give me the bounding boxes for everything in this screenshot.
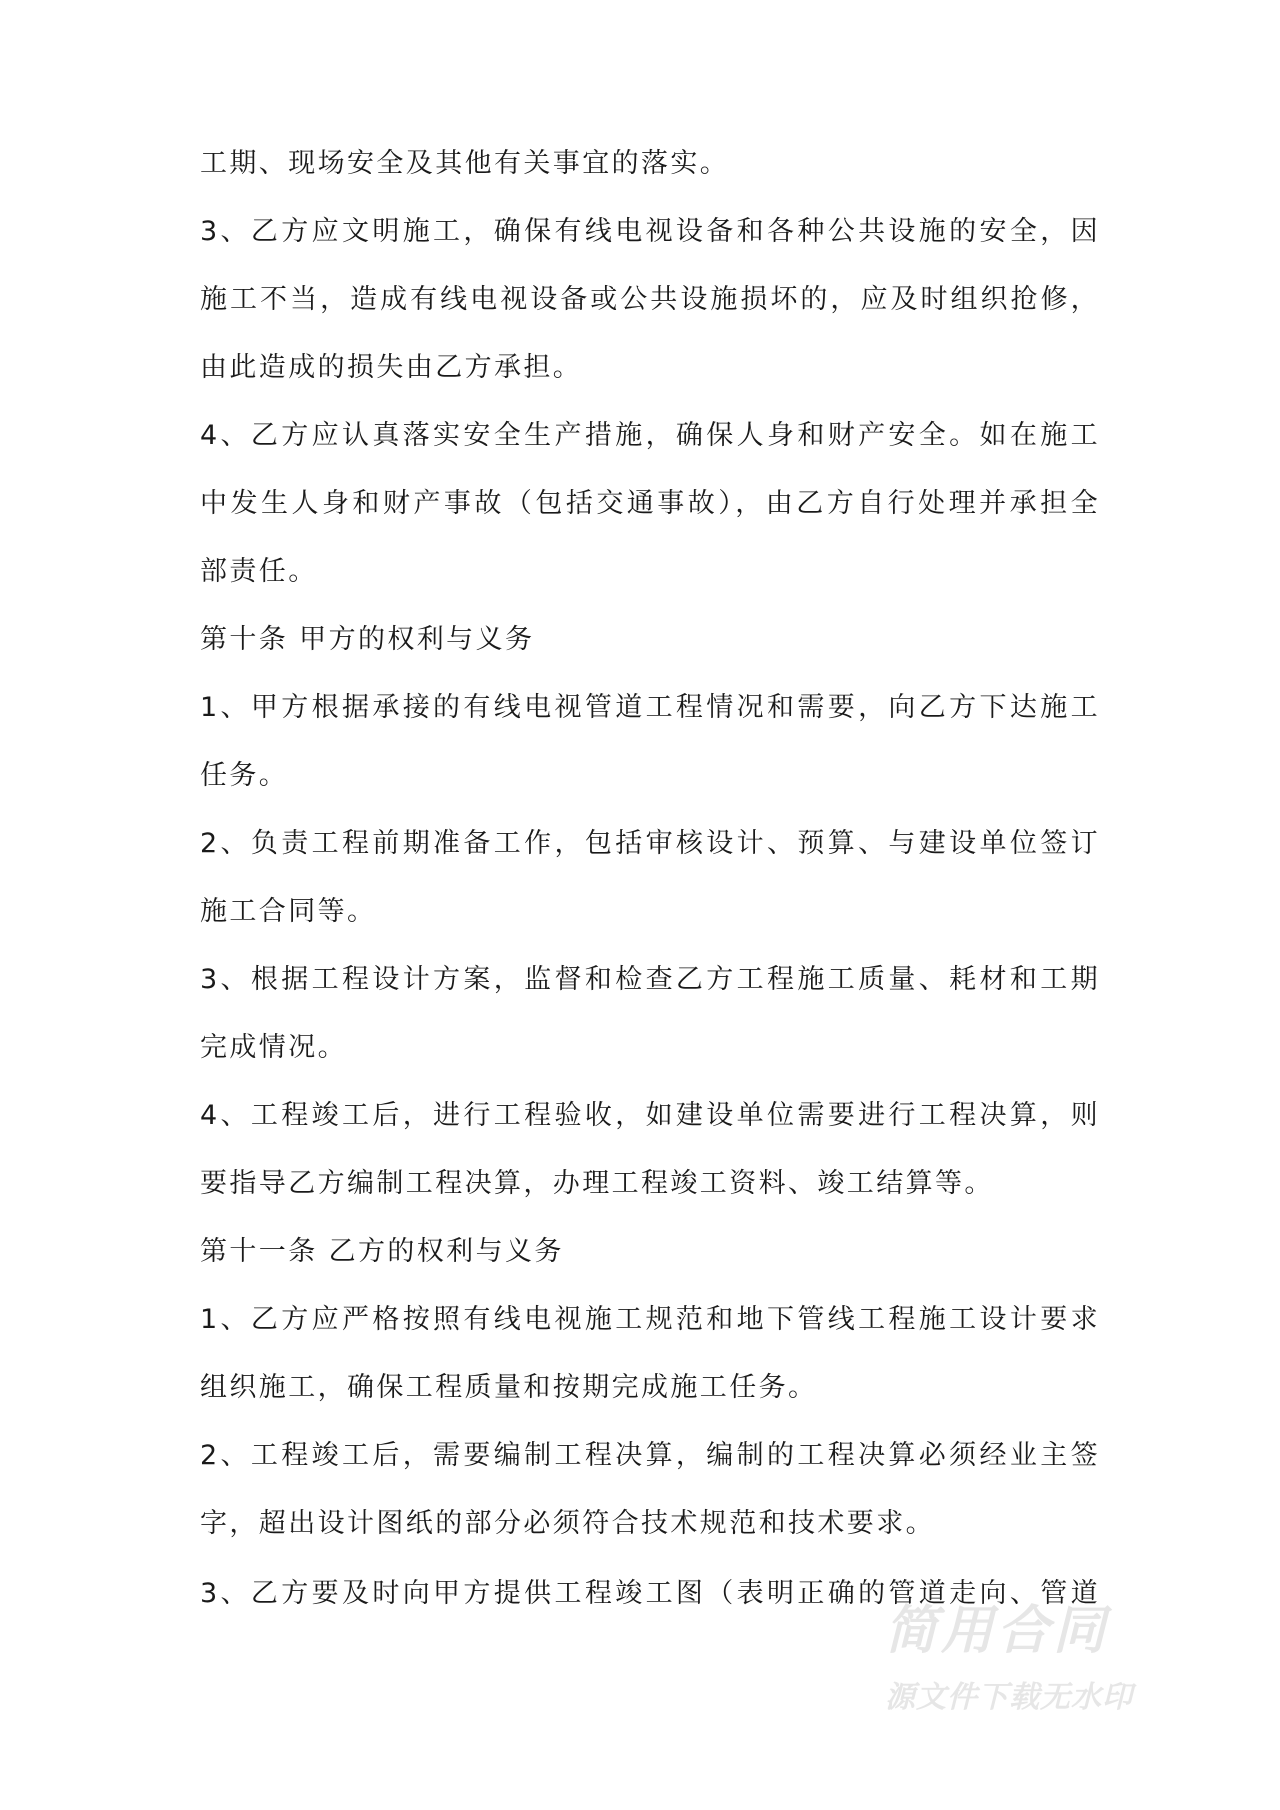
text-line: 1、乙方应严格按照有线电视施工规范和地下管线工程施工设计要求 xyxy=(200,1304,1100,1335)
text-line: 要指导乙方编制工程决算，办理工程竣工资料、竣工结算等。 xyxy=(200,1168,994,1199)
text-line: 4、乙方应认真落实安全生产措施，确保人身和财产安全。如在施工 xyxy=(200,420,1100,451)
text-line: 部责任。 xyxy=(200,556,318,587)
text-line: 组织施工，确保工程质量和按期完成施工任务。 xyxy=(200,1372,818,1403)
text-line: 1、甲方根据承接的有线电视管道工程情况和需要，向乙方下达施工 xyxy=(200,692,1100,723)
text-line: 任务。 xyxy=(200,760,289,791)
text-line: 中发生人身和财产事故（包括交通事故），由乙方自行处理并承担全 xyxy=(200,488,1100,519)
text-line: 3、乙方应文明施工，确保有线电视设备和各种公共设施的安全，因 xyxy=(200,216,1100,247)
text-line: 施工不当，造成有线电视设备或公共设施损坏的，应及时组织抢修， xyxy=(200,284,1100,315)
watermark-subtitle: 源文件下载无水印 xyxy=(885,1680,1133,1715)
text-line: 4、工程竣工后，进行工程验收，如建设单位需要进行工程决算，则 xyxy=(200,1100,1100,1131)
text-line: 3、根据工程设计方案，监督和检查乙方工程施工质量、耗材和工期 xyxy=(200,964,1100,995)
text-line: 字，超出设计图纸的部分必须符合技术规范和技术要求。 xyxy=(200,1508,935,1539)
text-line: 3、乙方要及时向甲方提供工程竣工图（表明正确的管道走向、管道 xyxy=(200,1578,1100,1609)
text-line: 施工合同等。 xyxy=(200,896,377,927)
section-heading: 第十一条 乙方的权利与义务 xyxy=(200,1236,564,1267)
text-line: 2、负责工程前期准备工作，包括审核设计、预算、与建设单位签订 xyxy=(200,828,1100,859)
text-line: 完成情况。 xyxy=(200,1032,347,1063)
text-line: 2、工程竣工后，需要编制工程决算，编制的工程决算必须经业主签 xyxy=(200,1440,1100,1471)
text-line: 由此造成的损失由乙方承担。 xyxy=(200,352,583,383)
watermark-title: 简用合同 xyxy=(885,1601,1110,1661)
text-line: 工期、现场安全及其他有关事宜的落实。 xyxy=(200,148,730,179)
section-heading: 第十条 甲方的权利与义务 xyxy=(200,624,535,655)
